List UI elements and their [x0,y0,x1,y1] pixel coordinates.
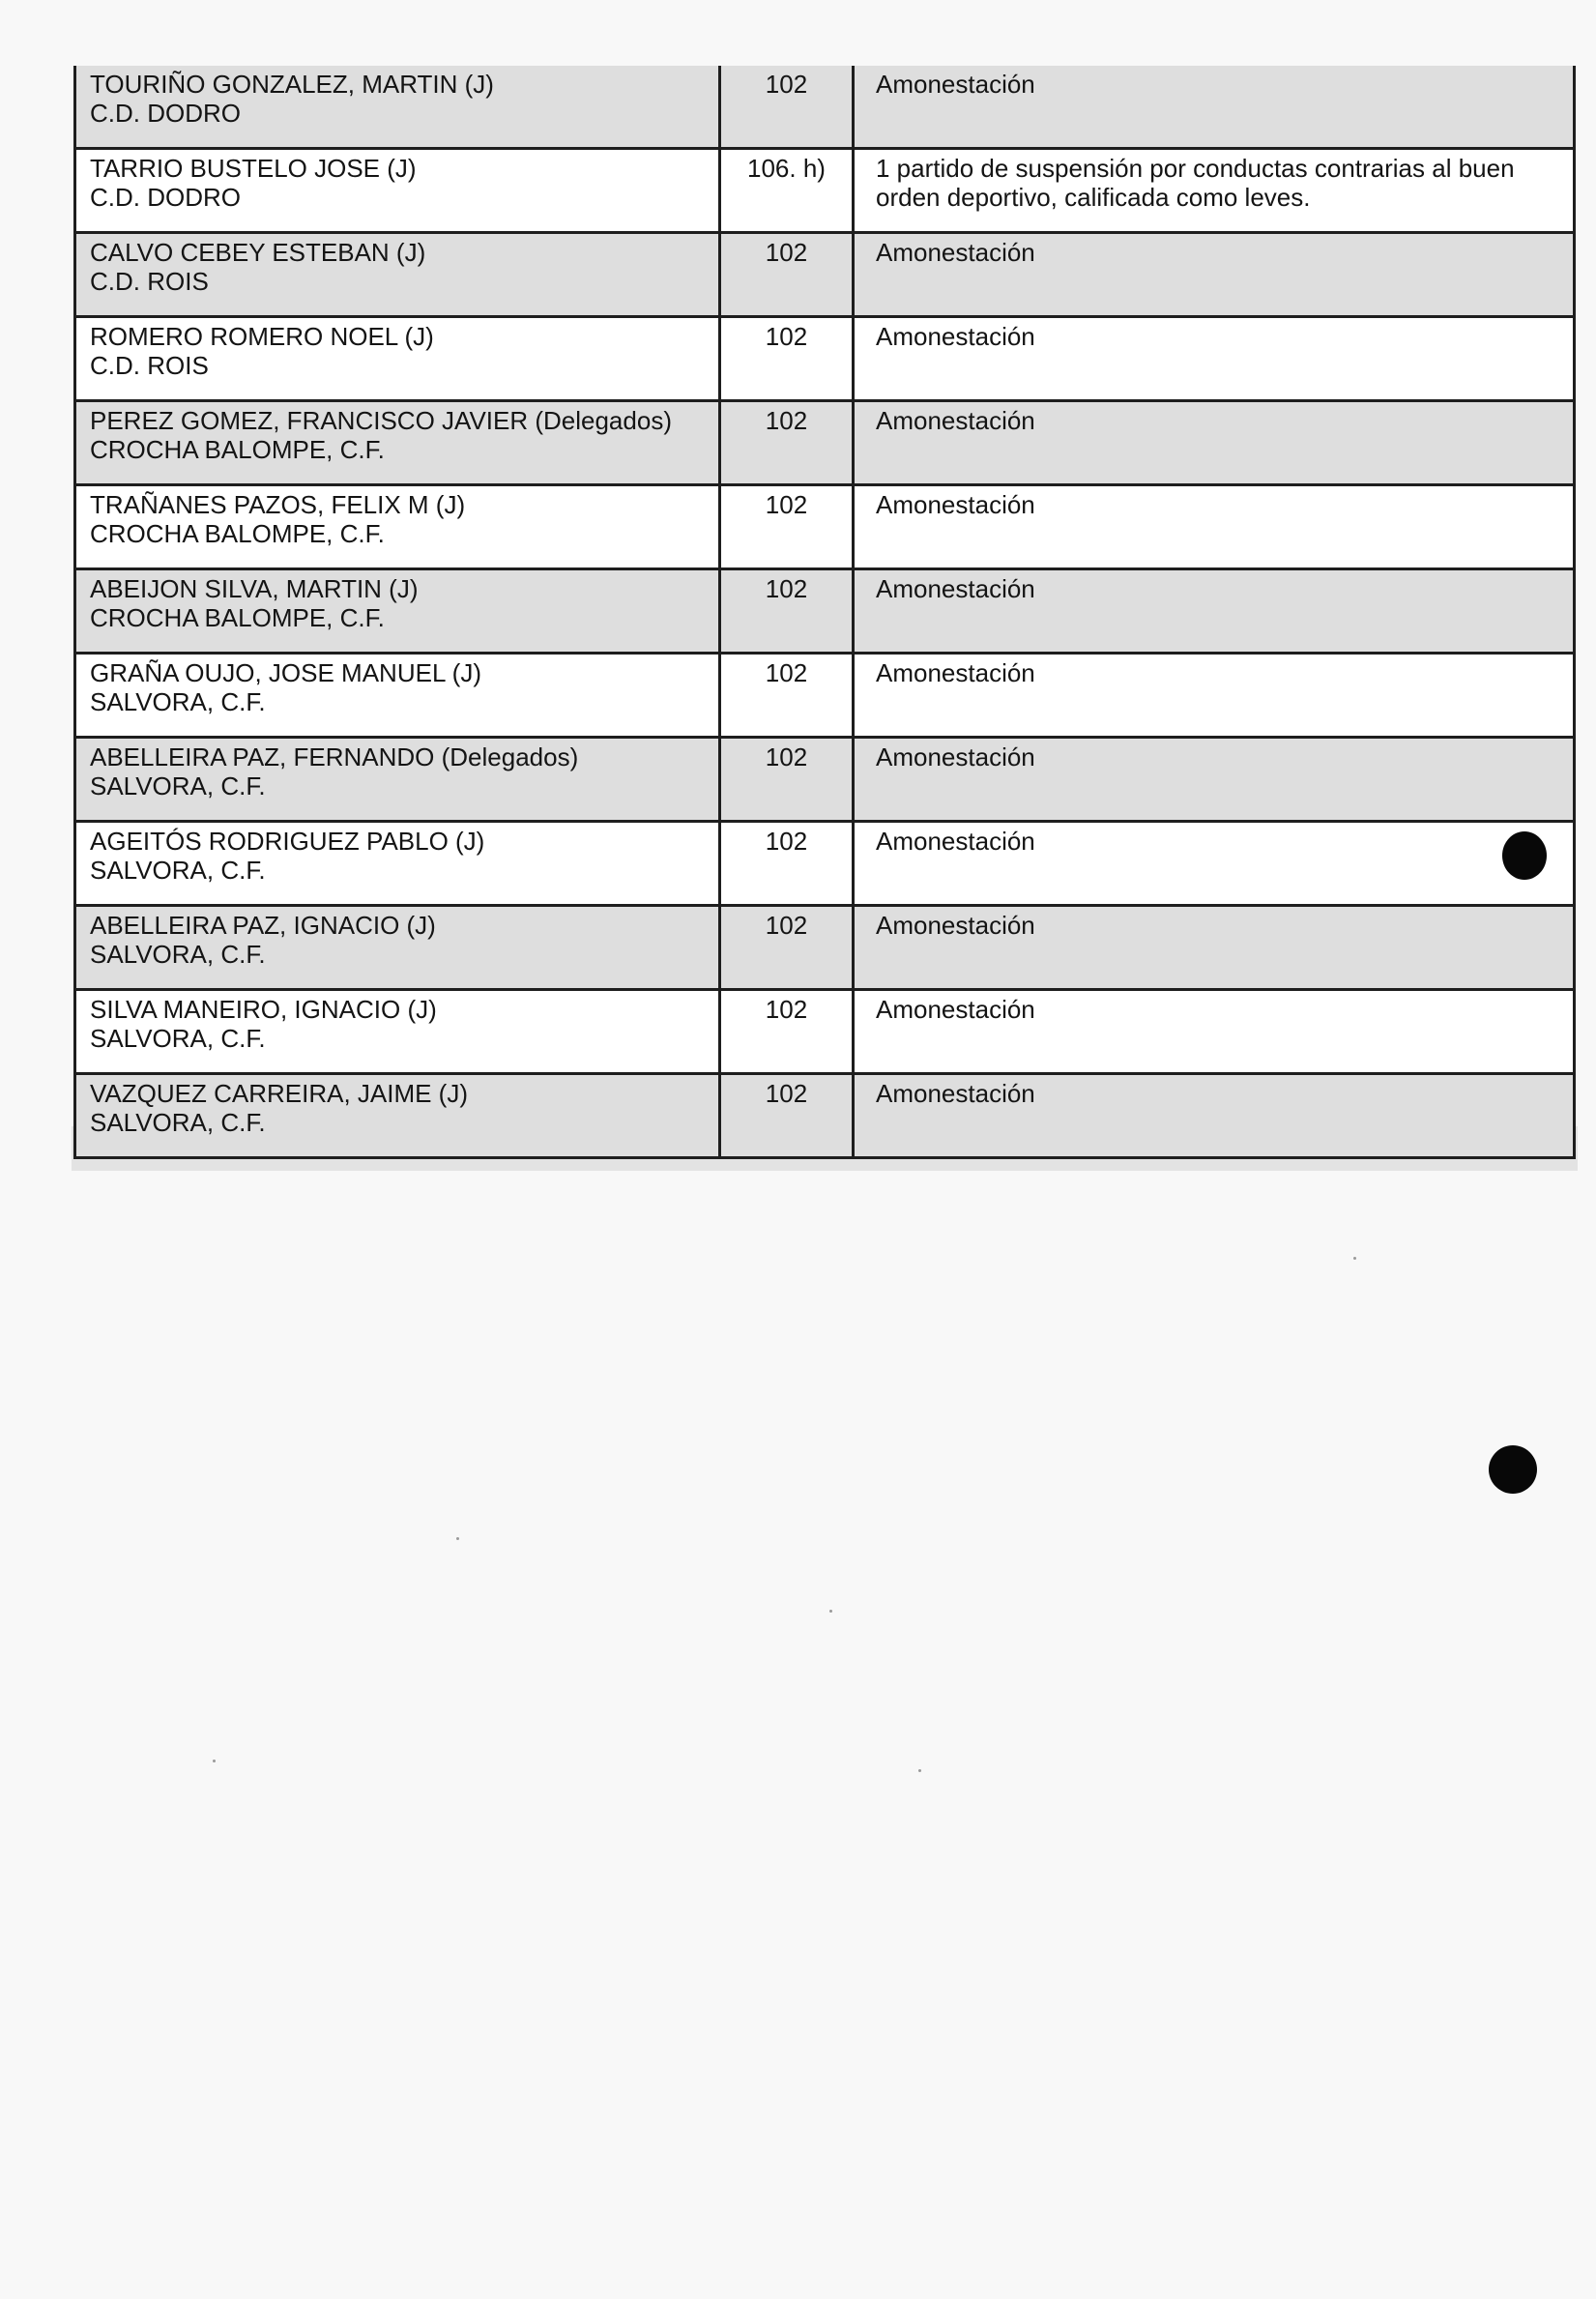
article-cell: 102 [720,1074,854,1158]
player-name: ABELLEIRA PAZ, FERNANDO (Delegados) [90,742,579,771]
scan-speck [1353,1257,1356,1260]
article-cell: 102 [720,485,854,569]
table-row [75,654,1575,738]
table-row [75,66,1575,149]
sanction-cell: Amonestación [854,569,1575,654]
player-name: SILVA MANEIRO, IGNACIO (J) [90,995,437,1024]
club-name: C.D. ROIS [90,267,209,296]
player-cell [75,149,720,233]
article-cell: 102 [720,738,854,822]
player-cell [75,822,720,906]
player-name: ABEIJON SILVA, MARTIN (J) [90,574,419,603]
table-row [75,317,1575,401]
club-name: SALVORA, C.F. [90,771,266,800]
scan-speck [918,1769,921,1772]
club-name: C.D. DODRO [90,99,241,128]
club-name: C.D. DODRO [90,183,241,212]
punch-hole-mark [1489,1445,1537,1494]
scan-speck [456,1537,459,1540]
scan-speck [829,1610,832,1613]
player-name: ROMERO ROMERO NOEL (J) [90,322,434,351]
table-row [75,738,1575,822]
player-name: TRAÑANES PAZOS, FELIX M (J) [90,490,466,519]
player-cell [75,233,720,317]
scan-speck [213,1760,216,1762]
article-cell: 102 [720,654,854,738]
article-cell: 102 [720,569,854,654]
article-cell: 102 [720,906,854,990]
table-row [75,822,1575,906]
club-name: CROCHA BALOMPE, C.F. [90,603,385,632]
sanctions-table-body [75,66,1575,1158]
article-cell: 102 [720,401,854,485]
sanction-cell: 1 partido de suspensión por conductas contrarias al buen orden deportivo, calificada como leves. [854,149,1575,233]
player-cell [75,317,720,401]
player-name: PEREZ GOMEZ, FRANCISCO JAVIER (Delegados) [90,406,672,435]
table-row [75,569,1575,654]
article-cell: 102 [720,990,854,1074]
sanction-cell: Amonestación [854,738,1575,822]
player-cell [75,66,720,149]
player-name: VAZQUEZ CARREIRA, JAIME (J) [90,1079,468,1108]
player-name: TARRIO BUSTELO JOSE (J) [90,154,417,183]
table-row [75,401,1575,485]
punch-hole-mark [1502,831,1547,880]
table-row [75,906,1575,990]
article-cell: 102 [720,317,854,401]
table-row [75,485,1575,569]
club-name: SALVORA, C.F. [90,1108,266,1137]
table-row [75,233,1575,317]
player-cell [75,569,720,654]
sanction-cell: Amonestación [854,822,1575,906]
player-cell [75,1074,720,1158]
player-cell [75,906,720,990]
player-name: TOURIÑO GONZALEZ, MARTIN (J) [90,70,494,99]
sanction-cell: Amonestación [854,906,1575,990]
sanction-cell: Amonestación [854,401,1575,485]
player-cell [75,738,720,822]
article-cell: 106. h) [720,149,854,233]
article-cell: 102 [720,66,854,149]
club-name: SALVORA, C.F. [90,940,266,969]
article-cell: 102 [720,233,854,317]
table-row [75,990,1575,1074]
sanction-cell: Amonestación [854,990,1575,1074]
club-name: SALVORA, C.F. [90,687,266,716]
player-name: AGEITÓS RODRIGUEZ PABLO (J) [90,827,485,856]
player-cell [75,485,720,569]
player-cell [75,654,720,738]
sanction-cell: Amonestación [854,317,1575,401]
player-name: CALVO CEBEY ESTEBAN (J) [90,238,426,267]
player-cell [75,990,720,1074]
article-cell: 102 [720,822,854,906]
sanction-cell: Amonestación [854,66,1575,149]
club-name: SALVORA, C.F. [90,1024,266,1053]
table-row [75,1074,1575,1158]
club-name: CROCHA BALOMPE, C.F. [90,435,385,464]
club-name: SALVORA, C.F. [90,856,266,885]
table-row [75,149,1575,233]
sanction-cell: Amonestación [854,485,1575,569]
sanction-cell: Amonestación [854,1074,1575,1158]
player-name: ABELLEIRA PAZ, IGNACIO (J) [90,911,436,940]
player-cell [75,401,720,485]
sanction-cell: Amonestación [854,654,1575,738]
sanctions-table [73,66,1576,1159]
sanction-cell: Amonestación [854,233,1575,317]
club-name: C.D. ROIS [90,351,209,380]
player-name: GRAÑA OUJO, JOSE MANUEL (J) [90,658,481,687]
club-name: CROCHA BALOMPE, C.F. [90,519,385,548]
